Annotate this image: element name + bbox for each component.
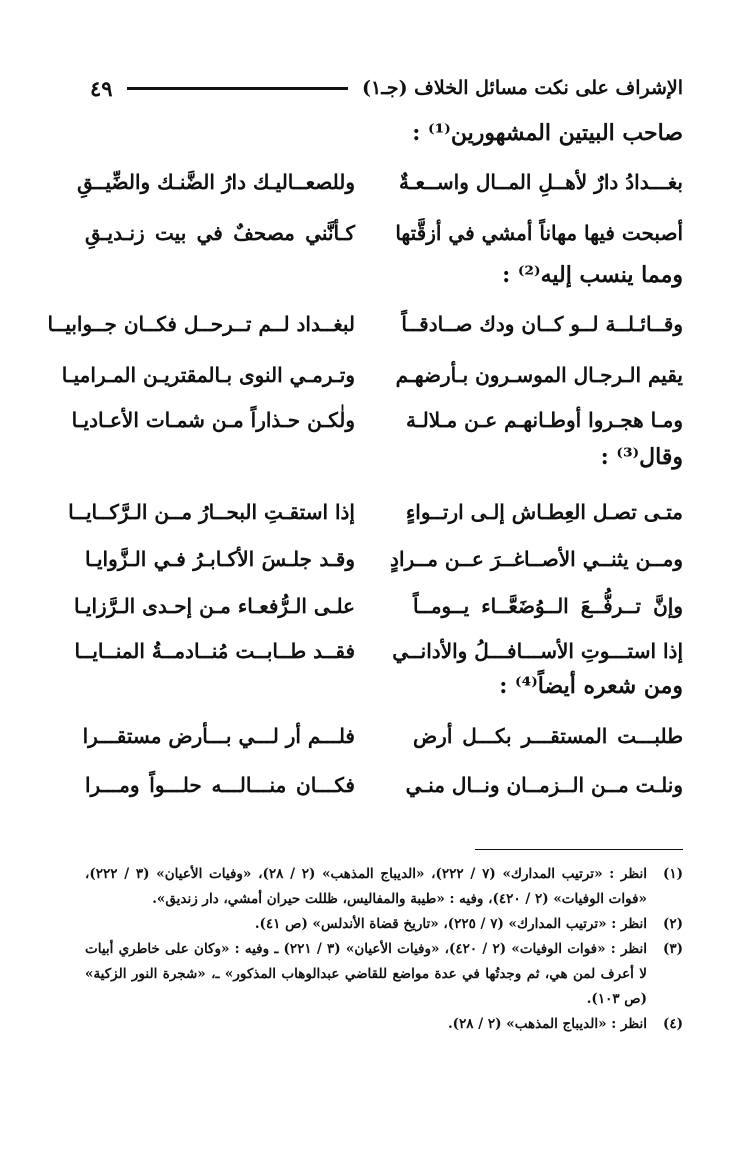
footnote bbox=[85, 1012, 683, 1037]
intro-line: وقال⁽³⁾ : bbox=[600, 444, 683, 470]
footnote-text: انظر : «ترتيب المدارك» (٧ / ٢٢٥)، «تاريخ قضاة الأندلس» (ص ٤١). bbox=[254, 916, 647, 932]
verse-line bbox=[47, 302, 683, 346]
intro-line: ومما ينسب إليه⁽²⁾ : bbox=[502, 262, 683, 288]
second-hemistich: علـى الـرُّفعـاء مـن إحـدى الـرَّزايـا bbox=[73, 594, 355, 618]
footnote-number: (١) bbox=[662, 866, 683, 882]
footnote-number: (٣) bbox=[662, 941, 683, 957]
footnotes bbox=[85, 862, 683, 1037]
second-hemistich: وتـرمـي النوى بـالمقتريـن المـراميـا bbox=[61, 363, 355, 387]
footnote-text: انظر : «فوات الوفيات» (٢ / ٤٢٠)، «وفيات الأعيان» (٣ / ٢٢١) ـ وفيه : «وكان على خاطري أبيات لا أعرف لمن هي، ثم وجدتُها في عدة مواضع للقاضي عبدالوهاب المذكور» ـ، «شجرة النور الزكية» (ص ١٠٣). bbox=[85, 941, 647, 1007]
second-hemistich: ولٰكـن حـذاراً مـن شمـات الأعـاديـا bbox=[71, 408, 355, 432]
second-hemistich: كـأنَّني مصحفٌ في بيت زنـديـقِ bbox=[85, 221, 355, 245]
first-hemistich: طلبـــت المستقـــر بكـــل أرض bbox=[413, 724, 683, 748]
footnote-text: انظر : «ترتيب المدارك» (٧ / ٢٢٢)، «الديباج المذهب» (٢ / ٢٨)، «وفيات الأعيان» (٣ / ٢٢٢)، «فوات الوفيات» (٢ / ٤٢٠)، وفيه : «طيبة والمفاليس، ظللت حيران أمشي، دار زنديق». bbox=[85, 866, 647, 907]
footnote-text: انظر : «الديباج المذهب» (٢ / ٢٨). bbox=[447, 1016, 647, 1032]
first-hemistich: وقــائـلــة لــو كــان ودك صــادقــاً bbox=[401, 312, 683, 336]
second-hemistich: إذا استقـتِ البحــارُ مــن الـرَّكــايــا bbox=[68, 500, 355, 524]
intro-line: صاحب البيتين المشهورين⁽¹⁾ : bbox=[412, 120, 683, 146]
second-hemistich: فقــد طــابــت مُنــادمــةُ المنــايــا bbox=[74, 639, 355, 663]
first-hemistich: أصبحت فيها مهاناً أمشي في أزقَّتها bbox=[395, 221, 683, 245]
verse-line bbox=[77, 160, 683, 204]
verse-line bbox=[85, 211, 683, 255]
verse-line bbox=[61, 353, 683, 397]
verse-line bbox=[85, 537, 683, 581]
second-hemistich: فكـــان منـــالـــه حلـــواً ومـــرا bbox=[85, 773, 355, 797]
verse-line bbox=[85, 763, 683, 807]
first-hemistich: إذا استـــوتِ الأســـافـــلُ والأدانــي bbox=[392, 639, 683, 663]
first-hemistich: يقيم الـرجـال الموسـرون بـأرضهـم bbox=[395, 363, 683, 387]
footnote-number: (٤) bbox=[662, 1016, 683, 1032]
second-hemistich: وللصعــاليـك دارُ الضَّنـك والضِّيــقِ bbox=[77, 170, 355, 194]
first-hemistich: متـى تصـل العِطـاش إلـى ارتــواءٍ bbox=[405, 500, 683, 524]
verse-line bbox=[71, 398, 683, 442]
footnote bbox=[85, 937, 683, 1012]
verse-line bbox=[68, 490, 683, 534]
second-hemistich: وقـد جلـسَ الأكـابـرُ فـي الـزَّوايـا bbox=[85, 547, 355, 571]
footnote-number: (٢) bbox=[662, 916, 683, 932]
verse-line bbox=[73, 584, 683, 628]
header-rule bbox=[127, 87, 348, 90]
first-hemistich: وإنَّ تــرفُّــعَ الــوُضَعَّــاء يــومــاً bbox=[413, 594, 683, 618]
verse-line bbox=[74, 629, 683, 673]
verse-line bbox=[82, 714, 683, 758]
intro-line: ومن شعره أيضاً⁽⁴⁾ : bbox=[499, 673, 683, 699]
page-number: ٤٩ bbox=[90, 75, 113, 101]
first-hemistich: ومـا هجـروا أوطـانهـم عـن مـلالـة bbox=[406, 408, 683, 432]
running-title: الإشراف على نكت مسائل الخلاف (جـ١) bbox=[362, 77, 683, 99]
first-hemistich: بغـــدادُ دارٌ لأهــلِ المــال واســعـةٌ bbox=[398, 170, 683, 194]
first-hemistich: ونلـت مــن الــزمــان ونــال منـي bbox=[405, 773, 683, 797]
page-header bbox=[90, 70, 683, 106]
footnote-separator bbox=[475, 849, 683, 850]
footnote bbox=[85, 862, 683, 912]
footnote bbox=[85, 912, 683, 937]
first-hemistich: ومــن يثنــي الأصــاغــرَ عــن مــرادٍ bbox=[390, 547, 683, 571]
second-hemistich: لبغــداد لــم تــرحــل فكــان جــوابيــا bbox=[47, 312, 355, 336]
second-hemistich: فلـــم أر لـــي بـــأرض مستقـــرا bbox=[82, 724, 355, 748]
